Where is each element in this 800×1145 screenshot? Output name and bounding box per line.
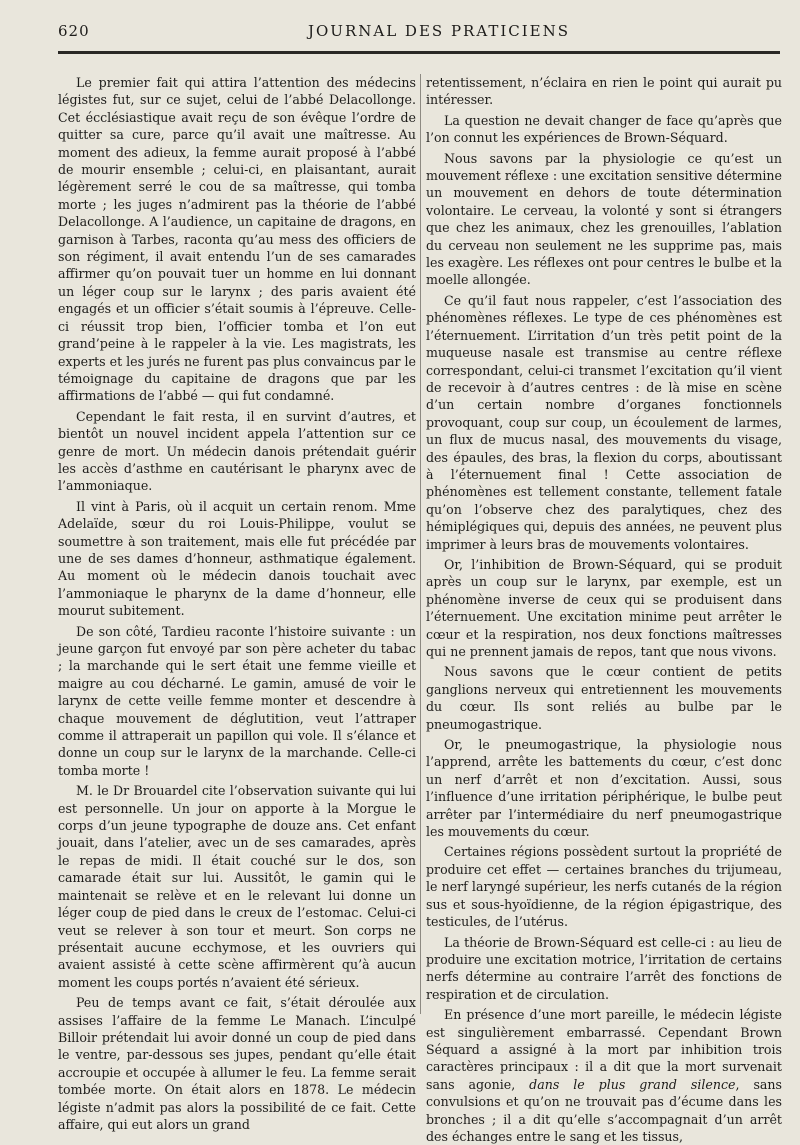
right-column	[426, 74, 782, 1144]
paragraph: Ce qu’il faut nous rappeler, c’est l’association des phénomènes réflexes. Le type de ces phénomènes est l’éternuement. L’irritation d’un très petit point de la muqueuse nasale est transmise au centre réflexe correspondant, celui-ci transmet l’excitation qu’il vient de recevoir à d’autres centres : de là mise en scène d’un certain nombre d’organes fonctionnels provoquant, coup sur coup, un écoulement de larmes, un flux de mucus nasal, des mouvements du visage, des épaules, des bras, la flexion du corps, aboutissant à l’éternuement final ! Cette association de phénomènes est tellement constante, tellement fatale qu’on l’observe chez des paralytiques, chez des hémiplégiques qui, depuis des années, ne peuvent plus imprimer à leurs bras de mouvements volontaires.	[426, 292, 782, 552]
paragraph: Or, l’inhibition de Brown-Séquard, qui se produit après un coup sur le larynx, par exemple, est un phénomène inverse de ceux qui se produisent dans l’éternuement. Une excitation minime peut arrêter le cœur et la respiration, nos deux fonctions maîtresses qui ne prennent jamais de repos, tant que nous vivons.	[426, 556, 782, 659]
paragraph-last	[426, 1006, 782, 1145]
page-header	[58, 22, 778, 44]
paragraph: La théorie de Brown-Séquard est celle-ci : au lieu de produire une excitation motrice, l’irritation de certains nerfs détermine au contraire l’arrêt des fonctions de respiration et de circulation.	[426, 934, 782, 1002]
header-rule	[58, 51, 780, 54]
paragraph: Il vint à Paris, où il acquit un certain renom. Mme Adelaïde, sœur du roi Louis-Philippe, voulut se soumettre à son traitement, mais elle fut précédée par une de ses dames d’honneur, asthmatique également. Au moment où le médecin danois touchait avec l’ammoniaque le pharynx de la dame d’honneur, elle mourut subitement.	[58, 498, 416, 619]
paragraph: Le premier fait qui attira l’attention des médecins légistes fut, sur ce sujet, celui de l’abbé Delacollonge. Cet écclésiastique avait reçu de son évêque l’ordre de quitter sa cure, parce qu’il avait une maîtresse. Au moment des adieux, la femme aurait proposé à l’abbé de mourir ensemble ; celui-ci, en plaisantant, aurait légèrement serré le cou de sa maîtresse, qui tomba morte ; les juges n’admirent pas la théorie de l’abbé Delacollonge. A l’audience, un capitaine de dragons, en garnison à Tarbes, raconta qu’au mess des officiers de son régiment, il avait entendu l’un de ses camarades affirmer qu’on pouvait tuer un homme en lui donnant un léger coup sur le larynx ; des paris avaient été engagés et un officier s’était soumis à l’épreuve. Celle-ci réussit trop bien, l’officier tomba et l’on eut grand’peine à le rappeler à la vie. Les magistrats, les experts et les jurés ne furent pas plus convaincus par le témoignage du capitaine de dragons que par les affirmations de l’abbé — qui fut condamné.	[58, 75, 416, 404]
paragraph: La question ne devait changer de face qu’après que l’on connut les expériences de Brown-Séquard.	[426, 112, 782, 146]
text-run: , sans convulsions et qu’on ne trouvait pas d’écume dans les bronches ; il a dit qu’elle s’accompagnait d’un arrêt des échanges entre le sang et les tissus,	[426, 1076, 782, 1144]
paragraph: M. le Dr Brouardel cite l’observation suivante qui lui est personnelle. Un jour on apporte à la Morgue le corps d’un jeune typographe de douze ans. Cet enfant jouait, dans l’atelier, avec un de ses camarades, après le repas de midi. Il était couché sur le dos, son camarade était sur lui. Aussitôt, le gamin qui le maintenait se relève et en le relevant lui donne un léger coup de pied dans le creux de l’estomac. Celui-ci veut se relever à son tour et meurt. Son corps ne présentait aucune ecchymose, et les ouvriers qui avaient assisté à cette scène affirmèrent qu’à aucun moment les coups portés n’avaient été sérieux.	[58, 783, 416, 990]
italic-text: dans le plus grand silence	[529, 1076, 736, 1092]
journal-title: JOURNAL DES PRATICIENS	[308, 22, 571, 40]
left-column	[58, 74, 416, 1132]
paragraph: Nous savons par la physiologie ce qu’est un mouvement réflexe : une excitation sensitive détermine un mouvement en dehors de toute détermination volontaire. Le cerveau, la volonté y sont si étrangers que chez les animaux, chez les grenouilles, l’ablation du cerveau non seulement ne les supprime pas, mais les exagère. Les réflexes ont pour centres le bulbe et la moelle allongée.	[426, 150, 782, 288]
paragraph: Peu de temps avant ce fait, s’était déroulée aux assises l’affaire de la femme Le Manach. L’inculpé Billoir prétendait lui avoir donné un coup de pied dans le ventre, par-dessous ses jupes, pendant qu’elle était accroupie et occupée à allumer le feu. La femme serait tombée morte. On était alors en 1878. Le médecin légiste n’admit pas alors la possibilité de ce fait. Cette affaire, qui eut alors un grand	[58, 995, 416, 1132]
page-number: 620	[58, 22, 90, 40]
paragraph: Nous savons que le cœur contient de petits ganglions nerveux qui entretiennent les mouvements du cœur. Ils sont reliés au bulbe par le pneumogastrique.	[426, 664, 782, 732]
paragraph-continuation: retentissement, n’éclaira en rien le point qui aurait pu intéresser.	[426, 75, 782, 108]
column-divider	[420, 74, 421, 1014]
paragraph: Or, le pneumogastrique, la physiologie nous l’apprend, arrête les battements du cœur, c’est donc un nerf d’arrêt et non d’excitation. Aussi, sous l’influence d’une irritation périphérique, le bulbe peut arrêter par l’intermédiaire du nerf pneumogastrique les mouvements du cœur.	[426, 737, 782, 840]
paragraph: Cependant le fait resta, il en survint d’autres, et bientôt un nouvel incident appela l’attention sur ce genre de mort. Un médecin danois prétendait guérir les accès d’asthme en cautérisant le pharynx avec de l’ammoniaque.	[58, 408, 416, 494]
paragraph: Certaines régions possèdent surtout la propriété de produire cet effet — certaines branches du trijumeau, le nerf laryngé supérieur, les nerfs cutanés de la région sus et sous-hyoïdienne, de la région épigastrique, des testicules, de l’utérus.	[426, 844, 782, 930]
text-run: En présence d’une mort pareille, le médecin légiste est singulièrement embarrassé. Cependant Brown Séquard a assigné à la mort par inhibition trois caractères principaux : il a dit que la mort survenait sans agonie,	[426, 1007, 782, 1092]
paragraph: De son côté, Tardieu raconte l’histoire suivante : un jeune garçon fut envoyé par son père acheter du tabac ; la marchande qui le sert était une femme vieille et maigre au cou décharné. Le gamin, amusé de voir le larynx de cette veille femme monter et descendre à chaque mouvement de déglutition, veut l’attraper comme il attraperait un papillon qui vole. Il s’élance et donne un coup sur le larynx de la marchande. Celle-ci tomba morte !	[58, 623, 416, 778]
